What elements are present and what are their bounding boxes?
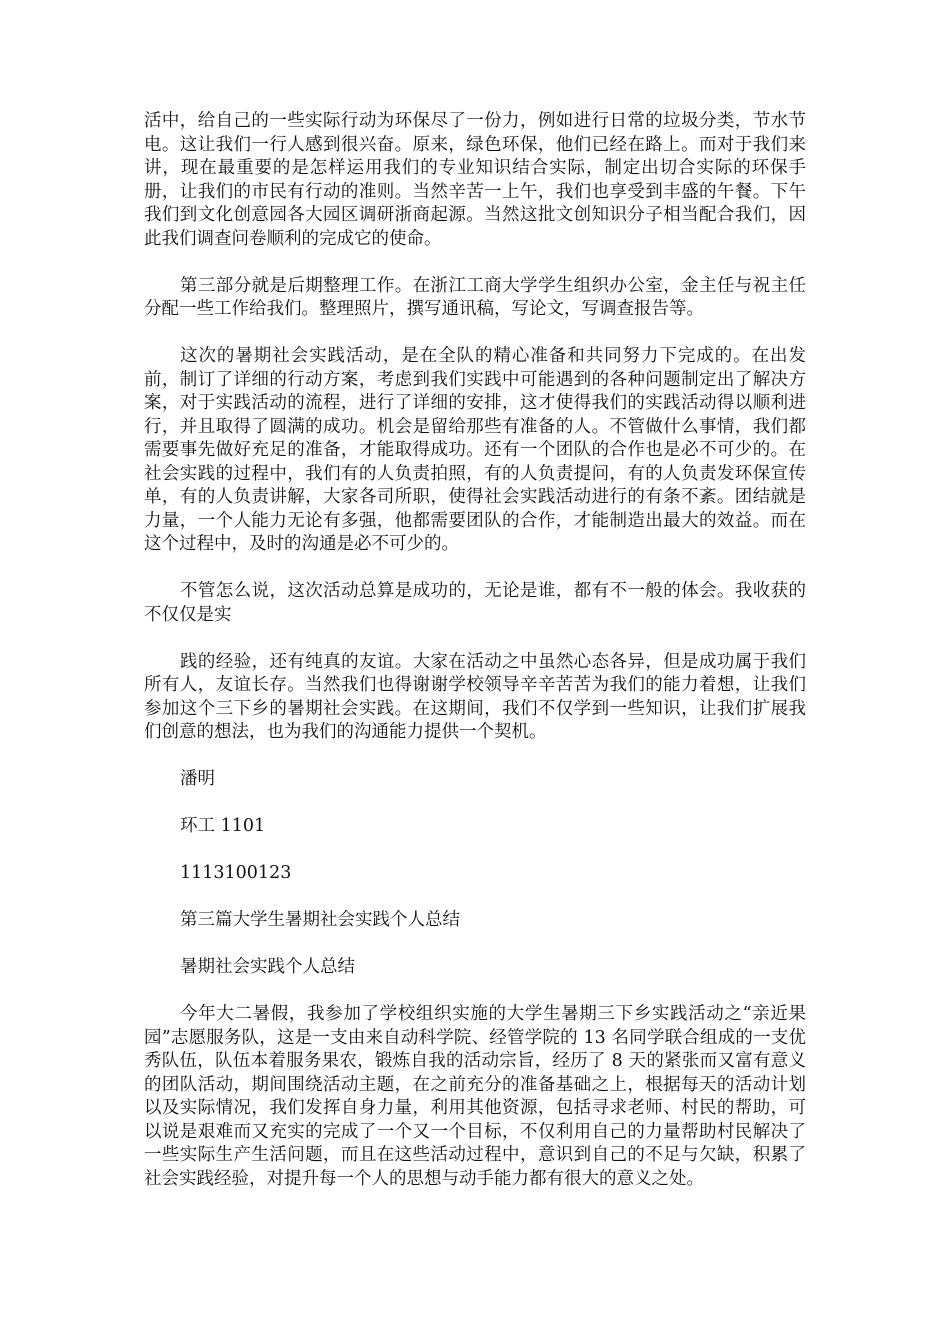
- document-page: [144, 110, 806, 1215]
- paragraph-continuation: 活中，给自己的一些实际行动为环保尽了一份力，例如进行日常的垃圾分类，节水节电。这让我们一行人感到很兴奋。原来，绿色环保，他们已经在路上。而对于我们来讲，现在最重要的是怎样运用我们的专业知识结合实际，制定出切合实际的环保手册，让我们的市民有行动的准则。当然辛苦一上午，我们也享受到丰盛的午餐。下午我们到文化创意园各大园区调研浙商起源。当然这批文创知识分子相当配合我们，因此我们调查问卷顺利的完成它的使命。: [144, 111, 806, 249]
- signature-name: 潘明: [180, 769, 215, 789]
- paragraph-post-work: 第三部分就是后期整理工作。在浙江工商大学学生组织办公室，金主任与祝主任分配一些工作给我们。整理照片，撰写通讯稿，写论文，写调查报告等。: [144, 275, 806, 319]
- signature-student-id: 1113100123: [180, 863, 292, 883]
- section-title: 第三篇大学生暑期社会实践个人总结: [180, 910, 460, 930]
- signature-class: 环工 1101: [180, 816, 266, 836]
- paragraph-final: 今年大二暑假，我参加了学校组织实施的大学生暑期三下乡实践活动之“亲近果园”志愿服务队，这是一支由来自动科学院、经管学院的 13 名同学联合组成的一支优秀队伍，队伍本着服务果农，锻炼自我的活动宗旨，经历了 8 天的紧张而又富有意义的团队活动，期间围绕活动主题，在之前充分的准备基础之上，根据每天的活动计划以及实际情况，我们发挥自身力量，利用其他资源，包括寻求老师、村民的帮助，可以说是艰难而又充实的完成了一个又一个目标，不仅利用自己的力量帮助村民解决了一些实际生产生活问题，而且在这些活动过程中，意识到自己的不足与欠缺，积累了社会实践经验，对提升每一个人的思想与动手能力都有很大的意义之处。: [144, 1004, 806, 1189]
- paragraph-conclusion-start: 不管怎么说，这次活动总算是成功的，无论是谁，都有不一般的体会。我收获的不仅仅是实: [144, 581, 806, 625]
- paragraph-conclusion-end: 践的经验，还有纯真的友谊。大家在活动之中虽然心态各异，但是成功属于我们所有人，友谊长存。当然我们也得谢谢学校领导辛辛苦苦为我们的能力着想，让我们参加这个三下乡的暑期社会实践。在这期间，我们不仅学到一些知识，让我们扩展我们创意的想法，也为我们的沟通能力提供一个契机。: [144, 651, 806, 742]
- section-subtitle: 暑期社会实践个人总结: [180, 957, 355, 977]
- paragraph-summary: 这次的暑期社会实践活动，是在全队的精心准备和共同努力下完成的。在出发前，制订了详细的行动方案，考虑到我们实践中可能遇到的各种问题制定出了解决方案，对于实践活动的流程，进行了详细的安排，这才使得我们的实践活动得以顺利进行，并且取得了圆满的成功。机会是留给那些有准备的人。不管做什么事情，我们都需要事先做好充足的准备，才能取得成功。还有一个团队的合作也是必不可少的。在社会实践的过程中，我们有的人负责拍照，有的人负责提问，有的人负责发环保宣传单，有的人负责讲解，大家各司所职，使得社会实践活动进行的有条不紊。团结就是力量，一个人能力无论有多强，他都需要团队的合作，才能制造出最大的效益。而在这个过程中，及时的沟通是必不可少的。: [144, 346, 806, 554]
